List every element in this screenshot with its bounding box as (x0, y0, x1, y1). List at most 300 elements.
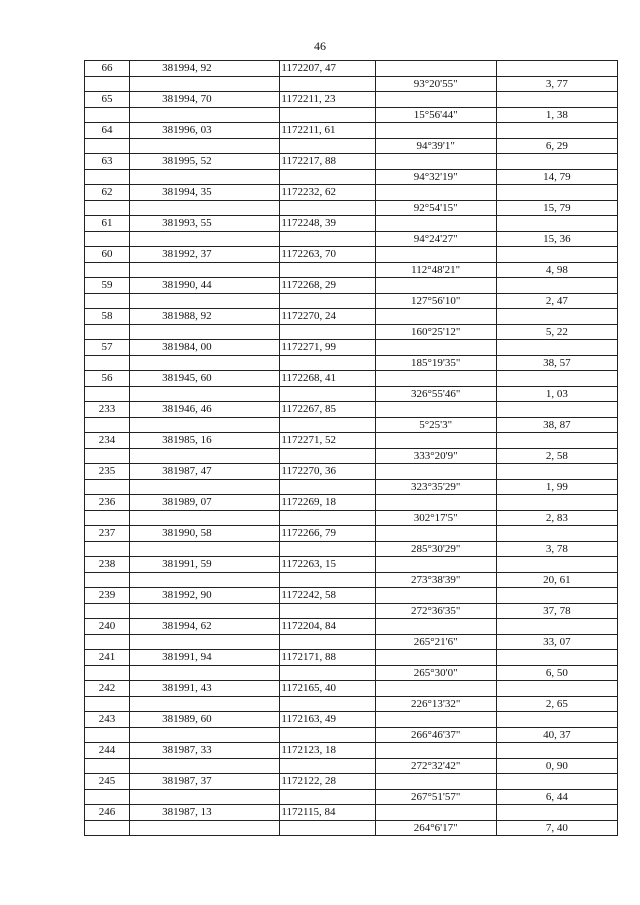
empty-cell (375, 92, 496, 108)
empty-cell (280, 76, 375, 92)
y-coordinate-cell: 1172163, 49 (280, 712, 375, 728)
empty-cell (85, 479, 130, 495)
empty-cell (496, 557, 617, 573)
empty-cell (130, 572, 280, 588)
direction-angle-cell: 285°30'29" (375, 541, 496, 557)
empty-cell (130, 541, 280, 557)
direction-angle-cell: 15°56'44" (375, 107, 496, 123)
segment-row (85, 324, 618, 340)
segment-row (85, 758, 618, 774)
empty-cell (130, 107, 280, 123)
direction-angle-cell: 94°32'19" (375, 169, 496, 185)
empty-cell (130, 758, 280, 774)
direction-angle-cell: 267°51'57" (375, 789, 496, 805)
empty-cell (496, 774, 617, 790)
x-coordinate-cell: 381991, 94 (130, 650, 280, 666)
empty-cell (130, 665, 280, 681)
empty-cell (280, 727, 375, 743)
segment-row (85, 510, 618, 526)
empty-cell (130, 603, 280, 619)
point-row (85, 433, 618, 449)
x-coordinate-cell: 381987, 37 (130, 774, 280, 790)
x-coordinate-cell: 381992, 37 (130, 247, 280, 263)
segment-row (85, 200, 618, 216)
direction-angle-cell: 94°39'1" (375, 138, 496, 154)
point-number-cell: 61 (85, 216, 130, 232)
point-row (85, 495, 618, 511)
y-coordinate-cell: 1172123, 18 (280, 743, 375, 759)
y-coordinate-cell: 1172204, 84 (280, 619, 375, 635)
direction-angle-cell: 112°48'21" (375, 262, 496, 278)
y-coordinate-cell: 1172211, 61 (280, 123, 375, 139)
distance-cell: 1, 99 (496, 479, 617, 495)
point-row (85, 805, 618, 821)
x-coordinate-cell: 381994, 35 (130, 185, 280, 201)
point-row (85, 681, 618, 697)
point-row (85, 92, 618, 108)
empty-cell (496, 61, 617, 77)
distance-cell: 40, 37 (496, 727, 617, 743)
segment-row (85, 293, 618, 309)
point-row (85, 216, 618, 232)
x-coordinate-cell: 381989, 60 (130, 712, 280, 728)
distance-cell: 37, 78 (496, 603, 617, 619)
point-row (85, 712, 618, 728)
coordinates-table (84, 60, 618, 836)
empty-cell (496, 619, 617, 635)
empty-cell (496, 712, 617, 728)
direction-angle-cell: 93°20'55" (375, 76, 496, 92)
segment-row (85, 727, 618, 743)
point-row (85, 774, 618, 790)
point-row (85, 340, 618, 356)
direction-angle-cell: 5°25'3" (375, 417, 496, 433)
empty-cell (496, 526, 617, 542)
empty-cell (130, 355, 280, 371)
empty-cell (496, 216, 617, 232)
x-coordinate-cell: 381991, 43 (130, 681, 280, 697)
point-row (85, 247, 618, 263)
empty-cell (280, 541, 375, 557)
empty-cell (130, 138, 280, 154)
empty-cell (375, 743, 496, 759)
direction-angle-cell: 272°36'35" (375, 603, 496, 619)
point-row (85, 650, 618, 666)
empty-cell (375, 433, 496, 449)
empty-cell (375, 650, 496, 666)
point-number-cell: 246 (85, 805, 130, 821)
empty-cell (375, 464, 496, 480)
empty-cell (375, 712, 496, 728)
empty-cell (280, 293, 375, 309)
x-coordinate-cell: 381996, 03 (130, 123, 280, 139)
x-coordinate-cell: 381946, 46 (130, 402, 280, 418)
point-number-cell: 235 (85, 464, 130, 480)
y-coordinate-cell: 1172171, 88 (280, 650, 375, 666)
empty-cell (375, 154, 496, 170)
point-row (85, 309, 618, 325)
distance-cell: 2, 65 (496, 696, 617, 712)
point-number-cell: 236 (85, 495, 130, 511)
empty-cell (280, 200, 375, 216)
empty-cell (496, 588, 617, 604)
empty-cell (85, 696, 130, 712)
empty-cell (496, 650, 617, 666)
empty-cell (85, 200, 130, 216)
direction-angle-cell: 127°56'10" (375, 293, 496, 309)
empty-cell (85, 665, 130, 681)
empty-cell (130, 634, 280, 650)
x-coordinate-cell: 381994, 92 (130, 61, 280, 77)
point-number-cell: 242 (85, 681, 130, 697)
direction-angle-cell: 226°13'32" (375, 696, 496, 712)
point-number-cell: 233 (85, 402, 130, 418)
empty-cell (375, 371, 496, 387)
distance-cell: 38, 87 (496, 417, 617, 433)
x-coordinate-cell: 381984, 00 (130, 340, 280, 356)
segment-row (85, 138, 618, 154)
empty-cell (280, 696, 375, 712)
page-number: 46 (314, 39, 326, 53)
empty-cell (375, 805, 496, 821)
empty-cell (375, 247, 496, 263)
empty-cell (280, 107, 375, 123)
empty-cell (496, 805, 617, 821)
direction-angle-cell: 302°17'5" (375, 510, 496, 526)
distance-cell: 15, 36 (496, 231, 617, 247)
empty-cell (85, 169, 130, 185)
segment-row (85, 603, 618, 619)
empty-cell (130, 386, 280, 402)
direction-angle-cell: 266°46'37" (375, 727, 496, 743)
empty-cell (375, 681, 496, 697)
distance-cell: 1, 38 (496, 107, 617, 123)
segment-row (85, 355, 618, 371)
y-coordinate-cell: 1172271, 52 (280, 433, 375, 449)
empty-cell (130, 696, 280, 712)
empty-cell (375, 495, 496, 511)
empty-cell (85, 76, 130, 92)
point-row (85, 154, 618, 170)
direction-angle-cell: 272°32'42" (375, 758, 496, 774)
empty-cell (496, 92, 617, 108)
segment-row (85, 76, 618, 92)
empty-cell (85, 727, 130, 743)
empty-cell (280, 789, 375, 805)
point-row (85, 185, 618, 201)
empty-cell (85, 231, 130, 247)
distance-cell: 38, 57 (496, 355, 617, 371)
x-coordinate-cell: 381988, 92 (130, 309, 280, 325)
point-row (85, 464, 618, 480)
point-number-cell: 58 (85, 309, 130, 325)
x-coordinate-cell: 381987, 47 (130, 464, 280, 480)
direction-angle-cell: 264°6'17" (375, 820, 496, 836)
empty-cell (280, 169, 375, 185)
point-number-cell: 240 (85, 619, 130, 635)
empty-cell (280, 572, 375, 588)
x-coordinate-cell: 381992, 90 (130, 588, 280, 604)
point-number-cell: 64 (85, 123, 130, 139)
empty-cell (496, 433, 617, 449)
empty-cell (496, 402, 617, 418)
y-coordinate-cell: 1172268, 41 (280, 371, 375, 387)
y-coordinate-cell: 1172211, 23 (280, 92, 375, 108)
distance-cell: 2, 83 (496, 510, 617, 526)
empty-cell (496, 681, 617, 697)
x-coordinate-cell: 381994, 70 (130, 92, 280, 108)
empty-cell (375, 588, 496, 604)
point-row (85, 588, 618, 604)
empty-cell (130, 76, 280, 92)
segment-row (85, 386, 618, 402)
empty-cell (496, 185, 617, 201)
empty-cell (85, 603, 130, 619)
point-number-cell: 62 (85, 185, 130, 201)
point-row (85, 61, 618, 77)
segment-row (85, 417, 618, 433)
point-number-cell: 237 (85, 526, 130, 542)
y-coordinate-cell: 1172165, 40 (280, 681, 375, 697)
distance-cell: 4, 98 (496, 262, 617, 278)
direction-angle-cell: 265°30'0" (375, 665, 496, 681)
y-coordinate-cell: 1172263, 70 (280, 247, 375, 263)
empty-cell (85, 820, 130, 836)
empty-cell (85, 634, 130, 650)
empty-cell (280, 479, 375, 495)
distance-cell: 33, 07 (496, 634, 617, 650)
empty-cell (496, 123, 617, 139)
direction-angle-cell: 94°24'27" (375, 231, 496, 247)
x-coordinate-cell: 381994, 62 (130, 619, 280, 635)
empty-cell (375, 774, 496, 790)
empty-cell (85, 789, 130, 805)
empty-cell (280, 231, 375, 247)
distance-cell: 2, 58 (496, 448, 617, 464)
distance-cell: 20, 61 (496, 572, 617, 588)
y-coordinate-cell: 1172268, 29 (280, 278, 375, 294)
x-coordinate-cell: 381945, 60 (130, 371, 280, 387)
empty-cell (496, 340, 617, 356)
empty-cell (375, 61, 496, 77)
empty-cell (280, 448, 375, 464)
empty-cell (85, 448, 130, 464)
y-coordinate-cell: 1172266, 79 (280, 526, 375, 542)
point-row (85, 371, 618, 387)
x-coordinate-cell: 381987, 33 (130, 743, 280, 759)
y-coordinate-cell: 1172270, 24 (280, 309, 375, 325)
x-coordinate-cell: 381987, 13 (130, 805, 280, 821)
segment-row (85, 820, 618, 836)
segment-row (85, 665, 618, 681)
x-coordinate-cell: 381989, 07 (130, 495, 280, 511)
empty-cell (375, 123, 496, 139)
point-number-cell: 57 (85, 340, 130, 356)
empty-cell (85, 510, 130, 526)
empty-cell (85, 758, 130, 774)
y-coordinate-cell: 1172122, 28 (280, 774, 375, 790)
segment-row (85, 262, 618, 278)
empty-cell (130, 448, 280, 464)
empty-cell (375, 526, 496, 542)
y-coordinate-cell: 1172242, 58 (280, 588, 375, 604)
empty-cell (85, 541, 130, 557)
point-number-cell: 60 (85, 247, 130, 263)
x-coordinate-cell: 381990, 44 (130, 278, 280, 294)
point-row (85, 123, 618, 139)
point-number-cell: 244 (85, 743, 130, 759)
point-number-cell: 239 (85, 588, 130, 604)
empty-cell (375, 340, 496, 356)
y-coordinate-cell: 1172248, 39 (280, 216, 375, 232)
point-row (85, 743, 618, 759)
point-row (85, 619, 618, 635)
segment-row (85, 789, 618, 805)
point-number-cell: 243 (85, 712, 130, 728)
point-number-cell: 241 (85, 650, 130, 666)
point-row (85, 402, 618, 418)
distance-cell: 2, 47 (496, 293, 617, 309)
point-number-cell: 65 (85, 92, 130, 108)
empty-cell (375, 557, 496, 573)
empty-cell (130, 727, 280, 743)
empty-cell (85, 107, 130, 123)
empty-cell (280, 417, 375, 433)
empty-cell (496, 371, 617, 387)
x-coordinate-cell: 381990, 58 (130, 526, 280, 542)
empty-cell (85, 572, 130, 588)
y-coordinate-cell: 1172270, 36 (280, 464, 375, 480)
segment-row (85, 479, 618, 495)
empty-cell (85, 262, 130, 278)
empty-cell (130, 510, 280, 526)
direction-angle-cell: 333°20'9" (375, 448, 496, 464)
point-number-cell: 238 (85, 557, 130, 573)
direction-angle-cell: 323°35'29" (375, 479, 496, 495)
empty-cell (130, 262, 280, 278)
empty-cell (280, 138, 375, 154)
empty-cell (85, 324, 130, 340)
point-number-cell: 56 (85, 371, 130, 387)
direction-angle-cell: 265°21'6" (375, 634, 496, 650)
point-number-cell: 63 (85, 154, 130, 170)
distance-cell: 6, 44 (496, 789, 617, 805)
empty-cell (496, 464, 617, 480)
empty-cell (130, 324, 280, 340)
empty-cell (280, 355, 375, 371)
empty-cell (375, 216, 496, 232)
empty-cell (130, 820, 280, 836)
empty-cell (496, 495, 617, 511)
empty-cell (280, 262, 375, 278)
distance-cell: 0, 90 (496, 758, 617, 774)
point-row (85, 278, 618, 294)
empty-cell (375, 619, 496, 635)
empty-cell (130, 169, 280, 185)
distance-cell: 3, 77 (496, 76, 617, 92)
y-coordinate-cell: 1172217, 88 (280, 154, 375, 170)
empty-cell (280, 758, 375, 774)
empty-cell (375, 309, 496, 325)
segment-row (85, 231, 618, 247)
distance-cell: 5, 22 (496, 324, 617, 340)
y-coordinate-cell: 1172267, 85 (280, 402, 375, 418)
empty-cell (280, 634, 375, 650)
segment-row (85, 572, 618, 588)
empty-cell (496, 278, 617, 294)
x-coordinate-cell: 381991, 59 (130, 557, 280, 573)
empty-cell (130, 200, 280, 216)
empty-cell (375, 278, 496, 294)
direction-angle-cell: 273°38'39" (375, 572, 496, 588)
empty-cell (130, 417, 280, 433)
segment-row (85, 541, 618, 557)
distance-cell: 6, 50 (496, 665, 617, 681)
distance-cell: 6, 29 (496, 138, 617, 154)
point-number-cell: 245 (85, 774, 130, 790)
y-coordinate-cell: 1172232, 62 (280, 185, 375, 201)
empty-cell (130, 789, 280, 805)
empty-cell (280, 665, 375, 681)
empty-cell (85, 355, 130, 371)
y-coordinate-cell: 1172271, 99 (280, 340, 375, 356)
segment-row (85, 696, 618, 712)
x-coordinate-cell: 381985, 16 (130, 433, 280, 449)
direction-angle-cell: 92°54'15" (375, 200, 496, 216)
point-row (85, 557, 618, 573)
empty-cell (280, 510, 375, 526)
direction-angle-cell: 185°19'35" (375, 355, 496, 371)
y-coordinate-cell: 1172207, 47 (280, 61, 375, 77)
direction-angle-cell: 160°25'12" (375, 324, 496, 340)
segment-row (85, 169, 618, 185)
empty-cell (85, 386, 130, 402)
segment-row (85, 448, 618, 464)
empty-cell (130, 293, 280, 309)
empty-cell (496, 247, 617, 263)
empty-cell (85, 417, 130, 433)
point-number-cell: 66 (85, 61, 130, 77)
point-number-cell: 234 (85, 433, 130, 449)
distance-cell: 7, 40 (496, 820, 617, 836)
empty-cell (280, 386, 375, 402)
empty-cell (496, 154, 617, 170)
segment-row (85, 107, 618, 123)
empty-cell (280, 324, 375, 340)
empty-cell (280, 820, 375, 836)
x-coordinate-cell: 381995, 52 (130, 154, 280, 170)
empty-cell (375, 402, 496, 418)
empty-cell (130, 231, 280, 247)
empty-cell (496, 743, 617, 759)
empty-cell (496, 309, 617, 325)
y-coordinate-cell: 1172115, 84 (280, 805, 375, 821)
segment-row (85, 634, 618, 650)
distance-cell: 15, 79 (496, 200, 617, 216)
point-number-cell: 59 (85, 278, 130, 294)
coordinates-table-body (85, 61, 618, 836)
empty-cell (130, 479, 280, 495)
point-row (85, 526, 618, 542)
y-coordinate-cell: 1172269, 18 (280, 495, 375, 511)
x-coordinate-cell: 381993, 55 (130, 216, 280, 232)
y-coordinate-cell: 1172263, 15 (280, 557, 375, 573)
empty-cell (85, 138, 130, 154)
empty-cell (375, 185, 496, 201)
direction-angle-cell: 326°55'46" (375, 386, 496, 402)
distance-cell: 3, 78 (496, 541, 617, 557)
empty-cell (85, 293, 130, 309)
